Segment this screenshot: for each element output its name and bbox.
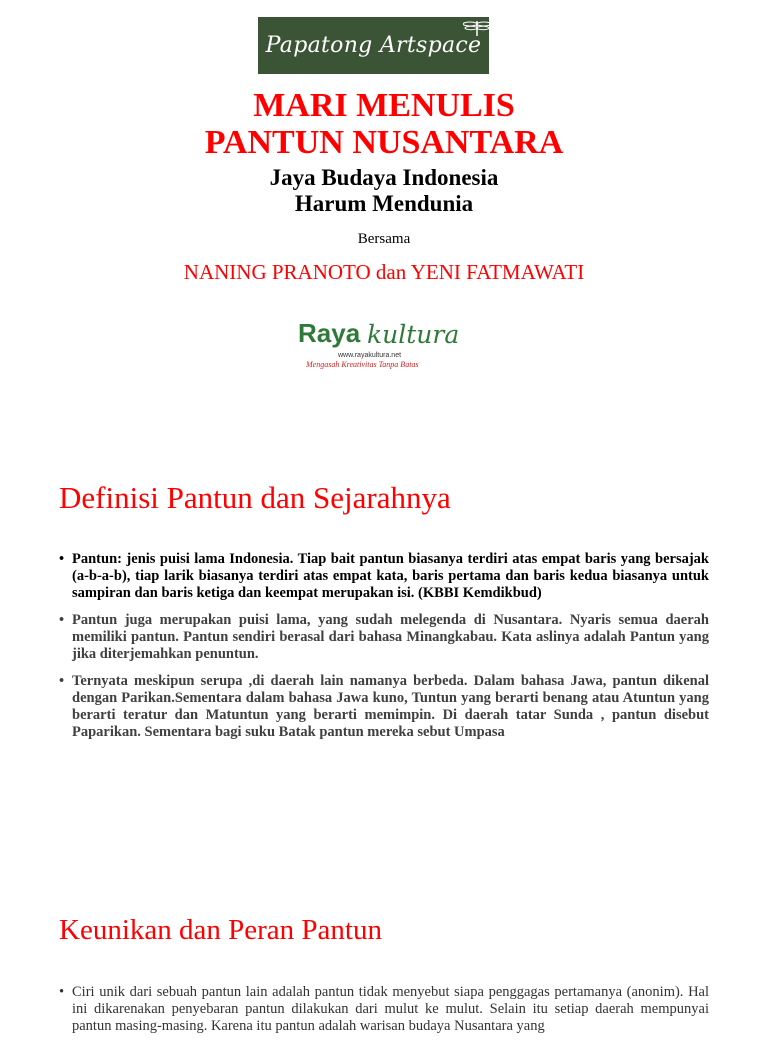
slide-heading: Definisi Pantun dan Sejarahnya (59, 480, 451, 515)
logo-tagline: Mengasah Kreativitas Tanpa Batas (306, 360, 419, 369)
rayakultura-logo (298, 318, 458, 378)
papatong-artspace-logo (258, 17, 489, 74)
title-line-2: PANTUN NUSANTARA (204, 124, 564, 161)
bullet-list (59, 551, 709, 751)
logo-word-raya: Raya (298, 318, 361, 348)
bullet-list (59, 984, 709, 1045)
bullet-text: Pantun: jenis puisi lama Indonesia. Tiap bait pantun biasanya terdiri atas empat baris yang bersajak (a-b-a-b), tiap larik biasanya terdiri atas empat kata, baris pertama dan baris kedua biasanya untuk sampiran dan baris ketiga dan keempat merupakan isi. (KBBI Kemdikbud) (72, 551, 709, 601)
slide-heading: Keunikan dan Peran Pantun (59, 914, 382, 946)
list-item (59, 673, 709, 741)
bullet-text: Ternyata meskipun serupa ,di daerah lain namanya berbeda. Dalam bahasa Jawa, pantun dikenal dengan Parikan.Sementara dalam bahasa Jawa kuno, Tuntun yang berarti benang atau Atuntun yang berarti teratur dan Matuntun yang berarti memimpin. Di daerah tatar Sunda , pantun disebut Paparikan. Sementara bagi suku Batak pantun mereka sebut Umpasa (72, 673, 709, 740)
dragonfly-icon (463, 19, 491, 37)
list-item (59, 984, 709, 1035)
bullet-text: Ciri unik dari sebuah pantun lain adalah pantun tidak menyebut siapa penggagas pertamanya (anonim). Hal ini dikarenakan penyebaran pantun dilakukan dari mulut ke mulut. Selain itu setiap daerah mempunyai pantun masing-masing. Karena itu pantun adalah warisan budaya Nusantara yang (72, 984, 709, 1034)
logo-url: www.rayakultura.net (338, 352, 402, 359)
with-label: Bersama (357, 231, 411, 247)
bullet-icon: • (59, 551, 65, 567)
list-item (59, 612, 709, 663)
logo-word-kultura: kultura (367, 320, 460, 349)
authors: NANING PRANOTO dan YENI FATMAWATI (183, 260, 585, 284)
subtitle-line-1: Jaya Budaya Indonesia (269, 165, 499, 190)
logo-text: Papatong Artspace (265, 33, 482, 58)
bullet-icon: • (59, 673, 65, 689)
subtitle-line-2: Harum Mendunia (294, 191, 474, 216)
title-slide (0, 0, 768, 462)
bullet-icon: • (59, 984, 65, 1000)
title-line-1: MARI MENULIS (253, 87, 515, 124)
bullet-text: Pantun juga merupakan puisi lama, yang sudah melegenda di Nusantara. Nyaris semua daerah memiliki pantun. Pantun sendiri berasal dari bahasa Minangkabau. Kata aslinya adalah Pantun yang jika diterjemahkan penuntun. (72, 612, 709, 662)
list-item (59, 551, 709, 602)
bullet-icon: • (59, 612, 65, 628)
definition-slide (0, 462, 768, 902)
uniqueness-slide (0, 902, 768, 1034)
